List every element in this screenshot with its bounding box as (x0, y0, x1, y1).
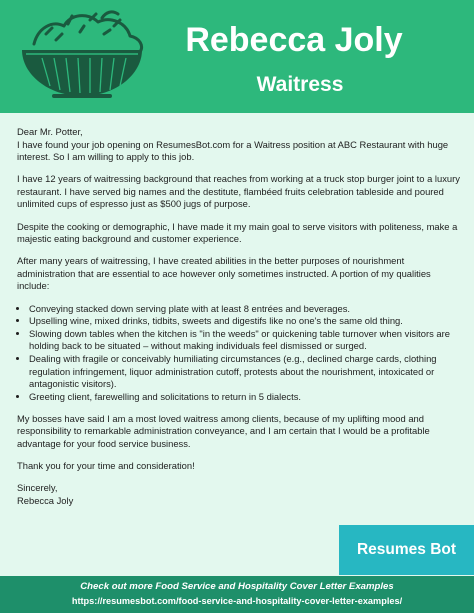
list-item: • Conveying stacked down serving plate with at least 8 entrées and beverages. (29, 303, 463, 316)
paragraph-goal: Despite the cooking or demographic, I have made it my main goal to serve visitors with politeness, make a majestic eating background and customer experience. (17, 220, 458, 245)
letter-opening (17, 126, 463, 164)
qualities-list (17, 303, 463, 404)
footer-url-link[interactable]: https://resumesbot.com/food-service-and-hospitality-cover-letter-examples/ (71, 596, 403, 606)
job-title: Waitress (256, 73, 344, 96)
signoff: Sincerely, (17, 482, 58, 494)
thank-you-line: Thank you for your time and consideration! (17, 460, 195, 472)
list-item: • Greeting client, farewelling and solicitations to return in 5 dialects. (29, 391, 463, 404)
list-item: • Slowing down tables when the kitchen is "in the weeds" or quickening table turnover when visitors are holding back to be situated – without making individuals feel dismissed or surged. (29, 328, 463, 353)
footer-cta-link[interactable]: Check out more Food Service and Hospitality Cover Letter Examples (80, 581, 394, 592)
salad-bowl-icon (6, 4, 158, 108)
paragraph-abilities: After many years of waitressing, I have created abilities in the better purposes of nourishment administration that are essential to ace however only sometimes instructed. A portion of my qualities include: (17, 255, 431, 292)
cover-letter-body (17, 126, 463, 517)
signature-block (17, 482, 463, 507)
header-banner (0, 0, 474, 113)
list-item: • Dealing with fragile or conceivably humiliating circumstances (e.g., declined charge cards, clothing regulation infringement, liquor administration cutoff, protests about the nourishment, intoxicated or antagonistic visitors). (29, 353, 463, 391)
paragraph-experience: I have 12 years of waitressing background that reaches from working at a truck stop burger joint to a luxury restaurant. I have served big names and the destitute, flambéed fruits celebration tableside and poured unlimited cups of espresso just as $500 jugs of purpose. (17, 173, 460, 210)
footer-banner (0, 576, 474, 613)
paragraph-closing-pitch: My bosses have said I am a most loved waitress among clients, because of my uplifting mood and responsibility to remarkable administration conveyance, and I am certain that I would be a profitable advantage for your food service business. (17, 412, 430, 449)
candidate-name: Rebecca Joly (185, 21, 403, 59)
resumes-bot-logo[interactable]: Resumes Bot (339, 525, 474, 575)
salutation: Dear Mr. Potter, (17, 126, 83, 137)
paragraph-intro: I have found your job opening on ResumesBot.com for a Waitress position at ABC Restaurant with huge interest. So I am willing to apply to this job. (17, 138, 449, 163)
signature-name: Rebecca Joly (17, 494, 74, 506)
list-item: • Upselling wine, mixed drinks, tidbits, sweets and digestifs like no one's the same old thing. (29, 315, 463, 328)
